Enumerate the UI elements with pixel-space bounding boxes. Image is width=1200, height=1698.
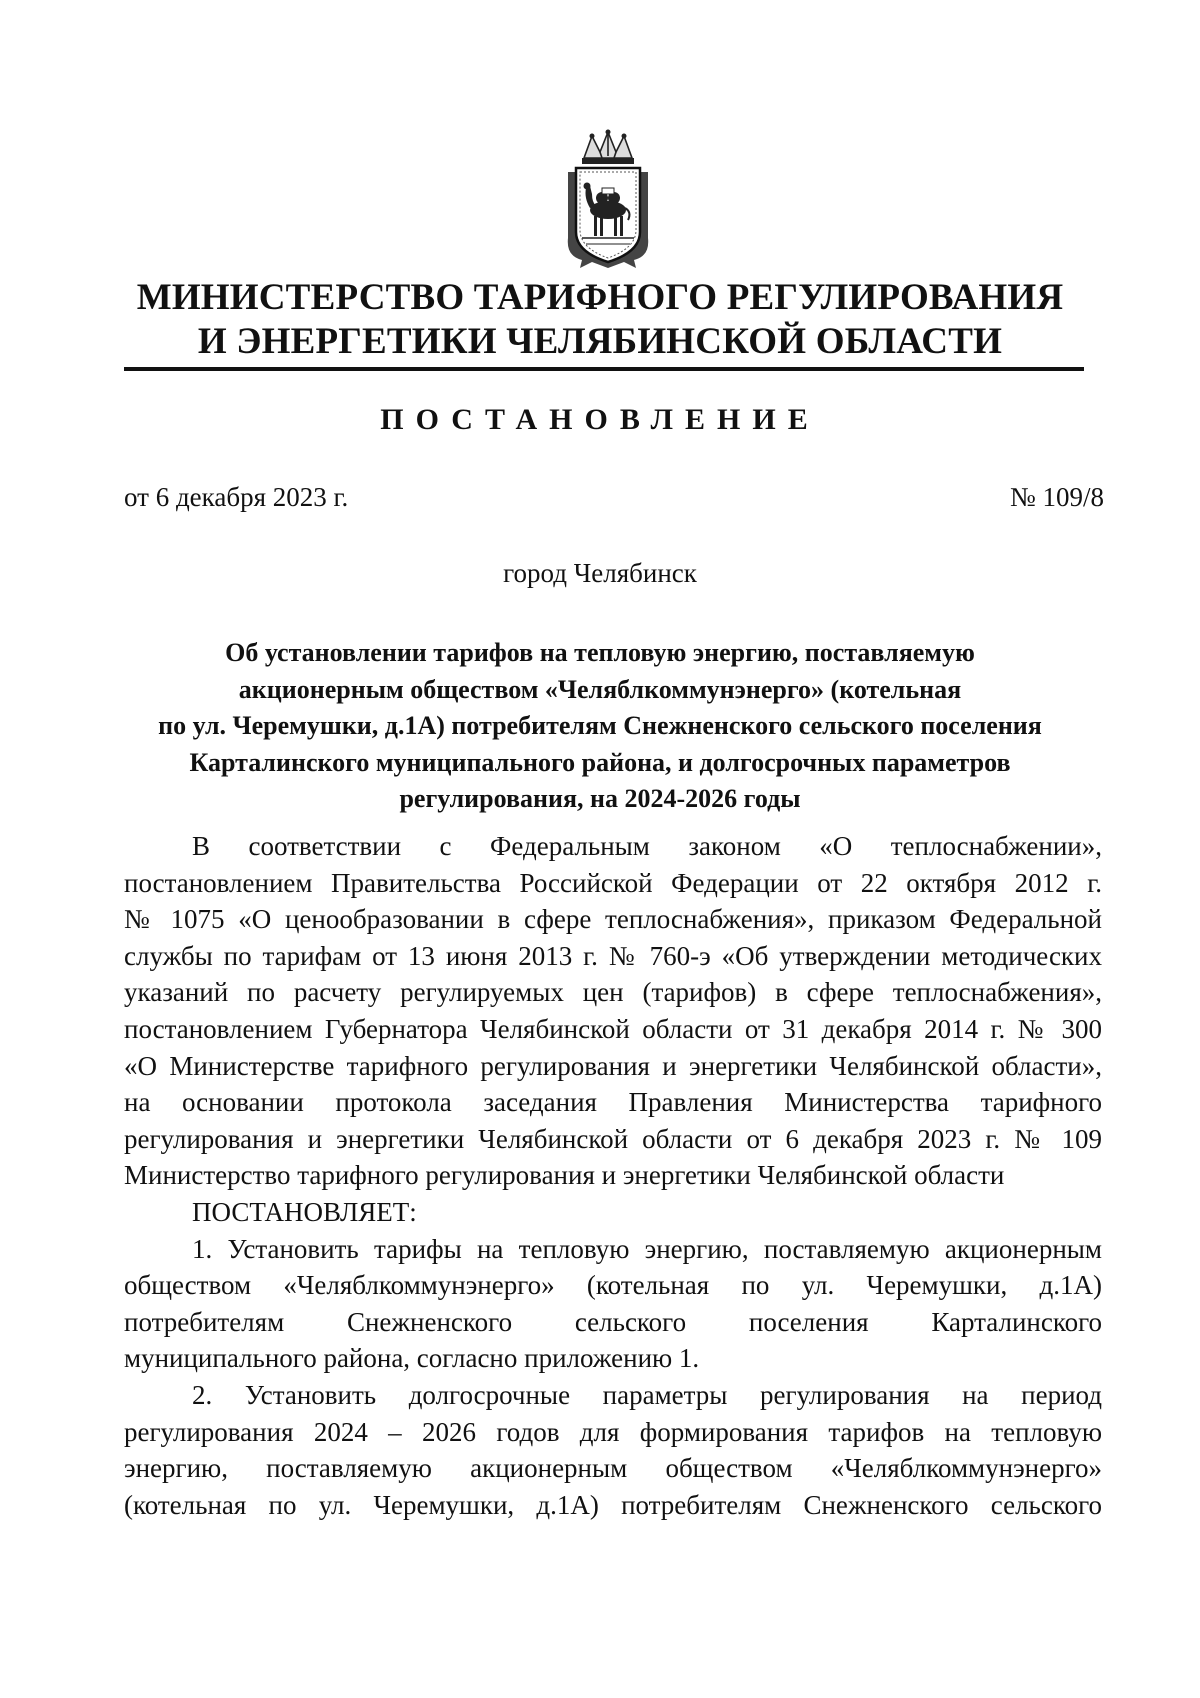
document-title bbox=[140, 635, 1060, 818]
document-city: город Челябинск bbox=[503, 558, 697, 588]
document-body bbox=[124, 828, 1102, 1523]
body-line: «О Министерстве тарифного регулирования и энергетики Челябинской области», bbox=[124, 1050, 1102, 1081]
clause-2-line: (котельная по ул. Черемушки, д.1А) потребителям Снежненского сельского bbox=[124, 1489, 1102, 1520]
document-number: № 109/8 bbox=[1009, 482, 1104, 512]
body-line: постановлением Губернатора Челябинской области от 31 декабря 2014 г. № 300 bbox=[124, 1013, 1102, 1044]
clause-1-line: потребителям Снежненского сельского поселения Карталинского bbox=[124, 1306, 1102, 1337]
body-line: указаний по расчету регулируемых цен (тарифов) в сфере теплоснабжения», bbox=[124, 977, 1102, 1008]
body-line: службы по тарифам от 13 июня 2013 г. № 760-э «Об утверждении методических bbox=[124, 940, 1102, 971]
title-line: Об установлении тарифов на тепловую энергию, поставляемую bbox=[225, 638, 975, 667]
clause-2-line: 2. Установить долгосрочные параметры регулирования на период bbox=[192, 1379, 1102, 1410]
clause-1-line: муниципального района, согласно приложению 1. bbox=[124, 1343, 700, 1374]
chelyabinsk-coat-of-arms-icon bbox=[562, 128, 654, 270]
header-divider bbox=[124, 367, 1084, 371]
clause-1-line: обществом «Челяблкоммунэнерго» (котельная по ул. Черемушки, д.1А) bbox=[124, 1270, 1102, 1301]
ministry-name-line-1: МИНИСТЕРСТВО ТАРИФНОГО РЕГУЛИРОВАНИЯ bbox=[136, 277, 1064, 318]
title-line: Карталинского муниципального района, и долгосрочных параметров bbox=[189, 747, 1011, 777]
clause-1-line: 1. Установить тарифы на тепловую энергию, поставляемую акционерным bbox=[192, 1233, 1102, 1264]
title-line: регулирования, на 2024-2026 годы bbox=[399, 784, 801, 813]
resolves-heading: ПОСТАНОВЛЯЕТ: bbox=[192, 1196, 417, 1227]
title-line: акционерным обществом «Челяблкоммунэнерго» (котельная bbox=[238, 674, 962, 704]
clause-2-line: энергию, поставляемую акционерным обществом «Челяблкоммунэнерго» bbox=[124, 1453, 1102, 1484]
body-line: В соответствии с Федеральным законом «О теплоснабжении», bbox=[192, 831, 1102, 861]
body-line: № 1075 «О ценообразовании в сфере теплоснабжения», приказом Федеральной bbox=[124, 904, 1102, 935]
ministry-name-line-2: И ЭНЕРГЕТИКИ ЧЕЛЯБИНСКОЙ ОБЛАСТИ bbox=[197, 321, 1003, 362]
body-line: регулирования и энергетики Челябинской области от 6 декабря 2023 г. № 109 bbox=[124, 1123, 1102, 1154]
clause-2-line: регулирования 2024 – 2026 годов для формирования тарифов на тепловую bbox=[124, 1416, 1102, 1447]
document-type-heading: ПОСТАНОВЛЕНИЕ bbox=[380, 403, 820, 436]
document-date: от 6 декабря 2023 г. bbox=[124, 482, 349, 512]
body-line: Министерство тарифного регулирования и энергетики Челябинской области bbox=[124, 1160, 1005, 1191]
title-line: по ул. Черемушки, д.1А) потребителям Снежненского сельского поселения bbox=[158, 711, 1042, 740]
body-line: на основании протокола заседания Правления Министерства тарифного bbox=[124, 1087, 1102, 1118]
body-line: постановлением Правительства Российской Федерации от 22 октября 2012 г. bbox=[124, 867, 1102, 898]
